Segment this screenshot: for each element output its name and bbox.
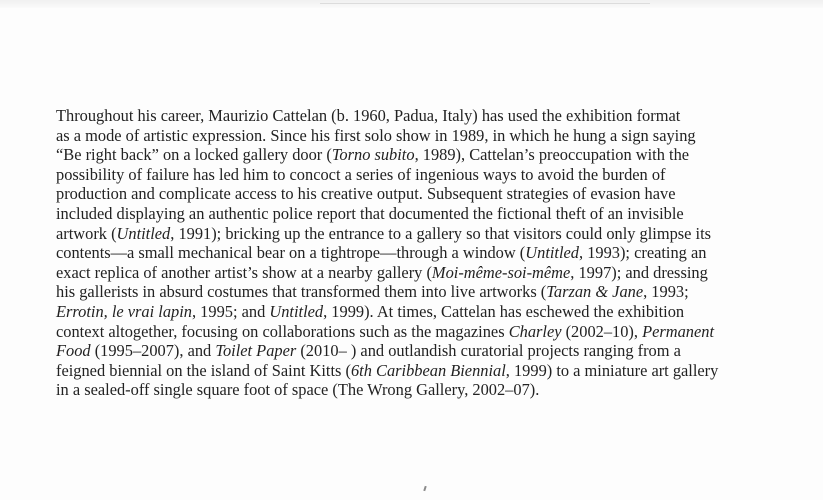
- text-line: [56, 361, 796, 381]
- text-run: (1995–2007), and: [90, 341, 216, 361]
- text-run: contents—a small mechanical bear on a tightrope—through a window (: [56, 243, 526, 263]
- text-run: , 1995; and: [191, 301, 270, 321]
- scan-artifact-line: [320, 3, 650, 4]
- text-run: feigned biennial on the island of Saint Kitts (: [56, 360, 351, 380]
- italic-title-run: Untitled: [116, 223, 171, 243]
- text-line: [56, 224, 796, 244]
- text-run: , 1993;: [643, 282, 689, 302]
- text-line: [56, 165, 796, 185]
- text-line: [56, 380, 796, 400]
- text-run: possibility of failure has led him to concoct a series of ingenious ways to avoid the burden of: [56, 164, 666, 184]
- text-run: included displaying an authentic police report that documented the fictional theft of an invisible: [56, 203, 684, 223]
- text-run: , 1993); creating an: [579, 243, 707, 263]
- italic-title-run: Food: [56, 341, 91, 361]
- italic-title-run: Torno subito: [331, 145, 415, 165]
- text-run: “Be right back” on a locked gallery door (: [56, 145, 332, 165]
- text-line: [56, 145, 796, 165]
- text-run: production and complicate access to his creative output. Subsequent strategies of evasion have: [56, 184, 676, 204]
- italic-title-run: Tarzan & Jane: [546, 282, 644, 302]
- text-run: exact replica of another artist’s show at a nearby gallery (: [56, 262, 432, 282]
- text-line: [56, 322, 796, 342]
- text-run: , 1997); and dressing: [570, 262, 708, 282]
- text-line: [56, 184, 796, 204]
- italic-title-run: Toilet Paper: [215, 341, 297, 361]
- text-line: [56, 126, 796, 146]
- text-line: [56, 282, 796, 302]
- text-run: , 1989), Cattelan’s preoccupation with the: [414, 145, 690, 165]
- body-paragraph: [56, 106, 796, 400]
- text-run: (2010– ) and outlandish curatorial projects ranging from a: [296, 341, 681, 361]
- text-run: , 1999). At times, Cattelan has eschewed the exhibition: [323, 301, 685, 321]
- italic-title-run: Charley: [508, 321, 562, 341]
- text-run: , 1999) to a miniature art gallery: [505, 360, 719, 380]
- text-run: context altogether, focusing on collaborations such as the magazines: [56, 321, 509, 341]
- text-run: , 1991); bricking up the entrance to a gallery so that visitors could only glimpse its: [170, 223, 712, 243]
- text-run: Throughout his career, Maurizio Cattelan (b. 1960, Padua, Italy) has used the exhibition format: [56, 106, 681, 125]
- text-run: (2002–10),: [561, 321, 643, 341]
- italic-title-run: Untitled: [269, 301, 324, 321]
- italic-title-run: 6th Caribbean Biennial: [350, 360, 506, 380]
- italic-title-run: Errotin, le vrai lapin: [56, 301, 192, 321]
- text-run: as a mode of artistic expression. Since his first solo show in 1989, in which he hung a sign saying: [56, 125, 696, 145]
- text-line: [56, 204, 796, 224]
- italic-title-run: Untitled: [525, 243, 579, 263]
- text-run: his gallerists in absurd costumes that transformed them into live artworks (: [56, 282, 547, 302]
- text-line: [56, 263, 796, 283]
- text-run: in a sealed-off single square foot of space (The Wrong Gallery, 2002–07).: [56, 380, 540, 400]
- text-line: [56, 243, 796, 263]
- page-top-edge: [0, 0, 823, 8]
- text-line: [56, 341, 796, 361]
- text-line: [56, 106, 796, 126]
- italic-title-run: Permanent: [642, 321, 714, 341]
- italic-title-run: Moi-même-soi-même: [431, 262, 571, 282]
- scan-speck: [423, 486, 426, 491]
- text-run: artwork (: [56, 223, 117, 243]
- text-line: [56, 302, 796, 322]
